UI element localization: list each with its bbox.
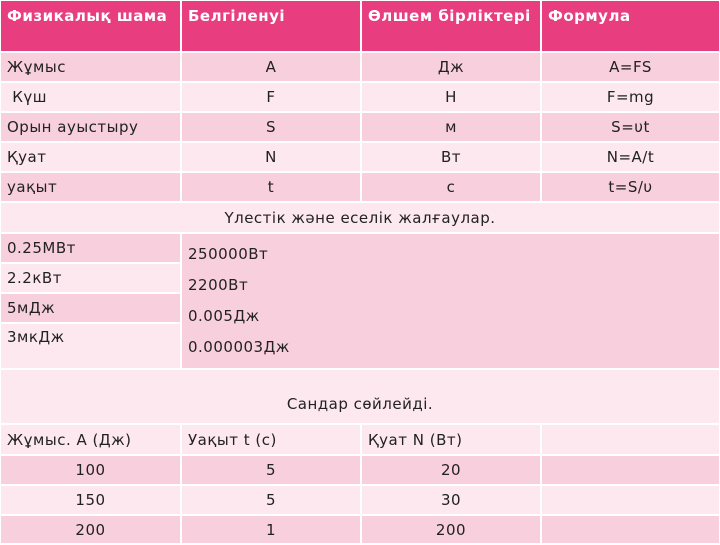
prefix-right: 0.005Дж: [188, 307, 260, 325]
numbers-header-cell: Уақыт t (с): [182, 425, 362, 456]
numbers-header-cell: [542, 425, 720, 456]
quantity-symbol: t: [182, 173, 362, 203]
quantity-symbol: F: [182, 83, 362, 113]
prefix-right: 0.000003Дж: [188, 338, 290, 356]
quantity-name: Жұмыс: [1, 53, 182, 83]
numbers-cell: 30: [362, 486, 542, 516]
quantity-unit: м: [362, 113, 542, 143]
numbers-cell: 5: [182, 456, 362, 486]
prefix-right: 2200Вт: [188, 276, 249, 294]
quantity-name: Орын ауыстыру: [1, 113, 182, 143]
numbers-cell: [542, 456, 720, 486]
numbers-header-cell: Жұмыс. А (Дж): [1, 425, 182, 456]
numbers-cell: 200: [1, 516, 182, 545]
prefixes-title: Үлестік және еселік жалғаулар.: [1, 203, 720, 234]
header-formula: Формула: [542, 1, 720, 53]
quantity-formula: t=S/υ: [542, 173, 720, 203]
quantity-unit: Вт: [362, 143, 542, 173]
quantity-symbol: N: [182, 143, 362, 173]
quantity-formula: A=FS: [542, 53, 720, 83]
prefix-left: 0.25МВт: [1, 234, 182, 264]
numbers-cell: [542, 516, 720, 545]
quantity-formula: N=A/t: [542, 143, 720, 173]
prefix-conversions: [182, 234, 720, 370]
quantity-name: Қуат: [1, 143, 182, 173]
header-symbol: Белгіленуі: [182, 1, 362, 53]
quantity-unit: Н: [362, 83, 542, 113]
numbers-cell: 20: [362, 456, 542, 486]
quantity-formula: S=υt: [542, 113, 720, 143]
quantity-name: уақыт: [1, 173, 182, 203]
numbers-cell: 1: [182, 516, 362, 545]
prefix-left: 2.2кВт: [1, 264, 182, 294]
quantity-symbol: S: [182, 113, 362, 143]
numbers-title: Сандар сөйлейді.: [1, 370, 720, 425]
prefix-left: 5мДж: [1, 294, 182, 324]
quantity-symbol: A: [182, 53, 362, 83]
header-quantity: Физикалық шама: [1, 1, 182, 53]
header-unit: Өлшем бірліктері: [362, 1, 542, 53]
prefix-right: 250000Вт: [188, 245, 269, 263]
numbers-cell: 5: [182, 486, 362, 516]
quantity-unit: с: [362, 173, 542, 203]
numbers-header-cell: Қуат N (Вт): [362, 425, 542, 456]
quantity-name: Күш: [1, 83, 182, 113]
numbers-cell: 150: [1, 486, 182, 516]
prefix-left: 3мкДж: [1, 324, 182, 370]
numbers-cell: [542, 486, 720, 516]
quantity-formula: F=mg: [542, 83, 720, 113]
numbers-cell: 100: [1, 456, 182, 486]
numbers-cell: 200: [362, 516, 542, 545]
quantity-unit: Дж: [362, 53, 542, 83]
